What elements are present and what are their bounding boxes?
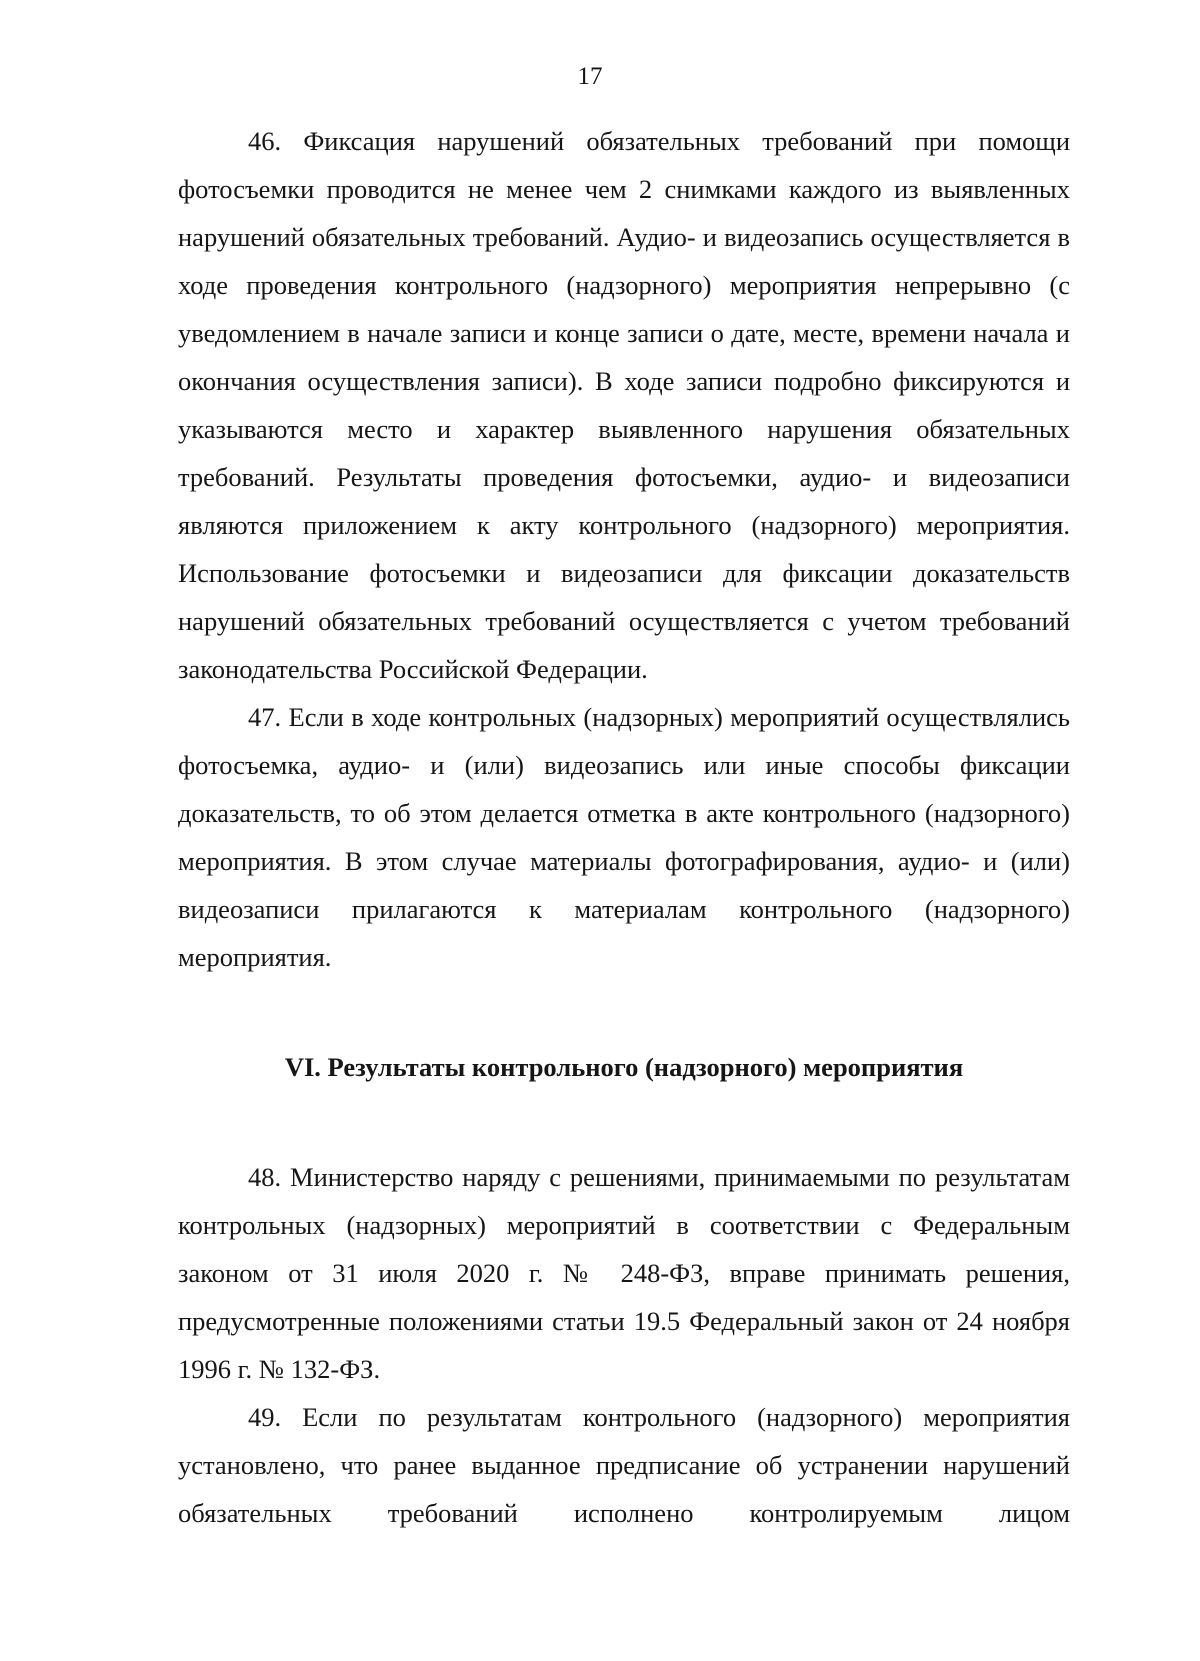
section-heading: VI. Результаты контрольного (надзорного) мероприятия: [284, 1052, 964, 1082]
paragraph-48: 48. Министерство наряду с решениями, принимаемыми по результатам контрольных (надзорных) мероприятий в соответствии с Федеральным законом от 31 июля 2020 г. № 248-ФЗ, вправе принимать решения, предусмотренные положениями статьи 19.5 Федеральный закон от 24 ноября 1996 г. № 132-ФЗ.: [178, 1162, 1070, 1384]
paragraph-47: 47. Если в ходе контрольных (надзорных) мероприятий осуществлялись фотосъемка, аудио- и (или) видеозапись или иные способы фиксации доказательств, то об этом делается отметка в акте контрольного (надзорного) мероприятия. В этом случае материалы фотографирования, аудио- и (или) видеозаписи прилагаются к материалам контрольного (надзорного) мероприятия.: [178, 702, 1070, 972]
page-number: 17: [577, 63, 603, 90]
paragraph-49: 49. Если по результатам контрольного (надзорного) мероприятия установлено, что ранее выданное предписание об устранении нарушений обязательных требований исполнено контролируемым лицом: [178, 1402, 1070, 1528]
document-body: [178, 117, 1070, 1537]
paragraph-46: 46. Фиксация нарушений обязательных требований при помощи фотосъемки проводится не менее чем 2 снимками каждого из выявленных нарушений обязательных требований. Аудио- и видеозапись осуществляется в ходе проведения контрольного (надзорного) мероприятия непрерывно (с уведомлением в начале записи и конце записи о дате, месте, времени начала и окончания осуществления записи). В ходе записи подробно фиксируются и указываются место и характер выявленного нарушения обязательных требований. Результаты проведения фотосъемки, аудио- и видеозаписи являются приложением к акту контрольного (надзорного) мероприятия. Использование фотосъемки и видеозаписи для фиксации доказательств нарушений обязательных требований осуществляется с учетом требований законодательства Российской Федерации.: [178, 126, 1070, 684]
